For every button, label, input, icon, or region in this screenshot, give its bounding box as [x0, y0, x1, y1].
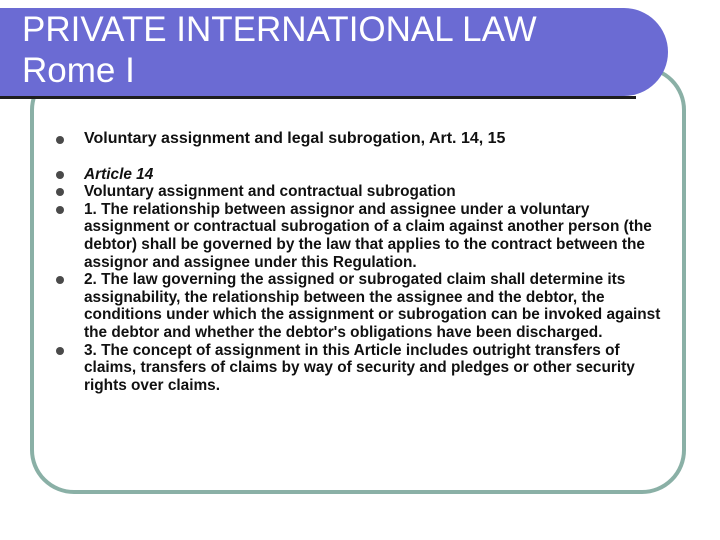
bullet-text: 1. The relationship between assignor and assignee under a voluntary assignment or contractual subrogation of a claim against another person (the debtor) shall be governed by the law that applies to the contract between the assignor and assignee under this Regulation.	[84, 200, 652, 271]
list-item	[62, 271, 662, 341]
title-line-2: Rome I	[22, 51, 135, 90]
list-item	[62, 183, 662, 201]
bullet-text: Voluntary assignment and legal subrogation, Art. 14, 15	[84, 130, 506, 147]
title-underline	[0, 96, 636, 99]
bullet-icon	[56, 276, 64, 284]
list-item	[62, 166, 662, 184]
bullet-icon	[56, 136, 64, 144]
bullet-icon	[56, 206, 64, 214]
bullet-text: 3. The concept of assignment in this Article includes outright transfers of claims, transfers of claims by way of security and pledges or other security rights over claims.	[84, 341, 635, 394]
bullet-text: 2. The law governing the assigned or subrogated claim shall determine its assignability, the relationship between the assignee and the debtor, the conditions under which the assignment or subrogation can be invoked against the debtor and whether the debtor's obligations have been discharged.	[84, 271, 661, 341]
list-item	[62, 130, 662, 148]
bullet-icon	[56, 171, 64, 179]
slide-title	[22, 9, 537, 91]
bullet-text: Voluntary assignment and contractual subrogation	[84, 183, 456, 201]
bullet-icon	[56, 188, 64, 196]
bullet-icon	[56, 347, 64, 355]
title-line-1: PRIVATE INTERNATIONAL LAW	[22, 10, 537, 49]
bullet-text: Article 14	[84, 165, 154, 183]
list-item	[62, 201, 662, 271]
list-item	[62, 342, 662, 395]
bullet-list	[62, 130, 662, 394]
